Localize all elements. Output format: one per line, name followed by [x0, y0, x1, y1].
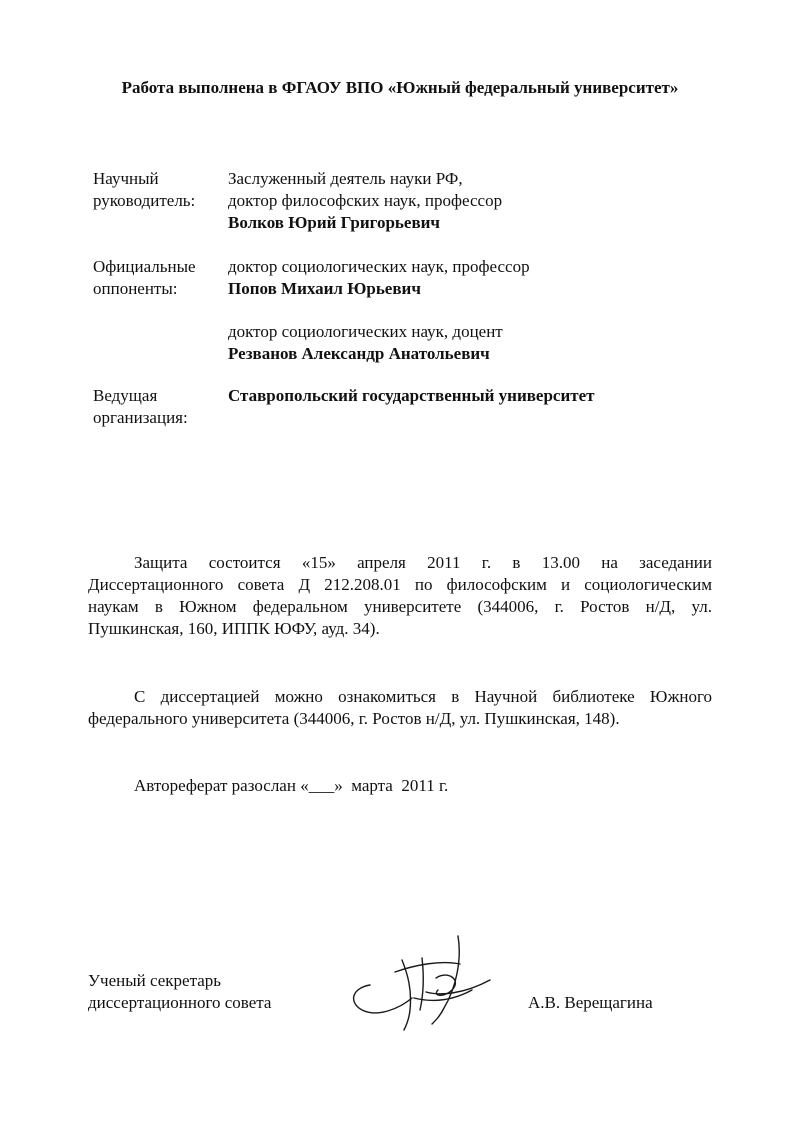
- signature-stroke-4: [420, 958, 423, 1010]
- defense-paragraph: [88, 552, 712, 640]
- opponent-2-title: доктор социологических наук, доцент: [228, 322, 503, 341]
- supervisor-label: [93, 168, 225, 212]
- leading-org-details: [228, 385, 708, 407]
- signature-stroke-6: [432, 936, 459, 1024]
- leading-org-name: Ставропольский государственный университет: [228, 386, 595, 405]
- library-paragraph: [88, 686, 712, 730]
- abstract-sent-line: Автореферат разослан «___» марта 2011 г.: [134, 776, 449, 795]
- signature-stroke-7: [426, 980, 490, 994]
- signature-stroke-1: [354, 985, 412, 1013]
- supervisor-label-line1: Научный: [93, 169, 159, 188]
- opponents-label-line1: Официальные: [93, 257, 196, 276]
- secretary-line-1: Ученый секретарь: [88, 971, 222, 990]
- defense-line-1: Защита состоится «15» апреля 2011 г. в 13.00 на заседании: [134, 553, 712, 572]
- defense-line-4: Пушкинская, 160, ИППК ЮФУ, ауд. 34).: [88, 619, 380, 638]
- opponents-label: [93, 256, 225, 300]
- signature-stroke-2: [402, 960, 411, 1030]
- secretary-block: [88, 970, 271, 1014]
- supervisor-title-line2: доктор философских наук, профессор: [228, 191, 503, 210]
- opponent-1-name: Попов Михаил Юрьевич: [228, 279, 421, 298]
- defense-line-3: наукам в Южном федеральном университете (344006, г. Ростов н/Д, ул.: [88, 597, 712, 616]
- handwritten-signature: [340, 930, 500, 1040]
- secretary-name: А.В. Верещагина: [528, 993, 653, 1012]
- supervisor-label-line2: руководитель:: [93, 191, 196, 210]
- supervisor-details: [228, 168, 708, 234]
- opponent-2-name: Резванов Александр Анатольевич: [228, 344, 490, 363]
- library-line-2: федерального университета (344006, г. Ростов н/Д, ул. Пушкинская, 148).: [88, 709, 620, 728]
- leading-org-label-line2: организация:: [93, 408, 188, 427]
- opponent-1-title: доктор социологических наук, профессор: [228, 257, 530, 276]
- abstract-sent-paragraph: [88, 775, 712, 797]
- opponents-details: [228, 256, 708, 365]
- leading-org-label-line1: Ведущая: [93, 386, 158, 405]
- opponents-label-line2: оппоненты:: [93, 279, 178, 298]
- leading-org-label: [93, 385, 225, 429]
- defense-line-2: Диссертационного совета Д 212.208.01 по философским и социологическим: [88, 575, 712, 594]
- supervisor-title-line1: Заслуженный деятель науки РФ,: [228, 169, 463, 188]
- supervisor-name: Волков Юрий Григорьевич: [228, 213, 441, 232]
- secretary-line-2: диссертационного совета: [88, 993, 272, 1012]
- library-line-1: С диссертацией можно ознакомиться в Научной библиотеке Южного: [134, 687, 712, 706]
- page-heading: Работа выполнена в ФГАОУ ВПО «Южный федеральный университет»: [121, 78, 679, 97]
